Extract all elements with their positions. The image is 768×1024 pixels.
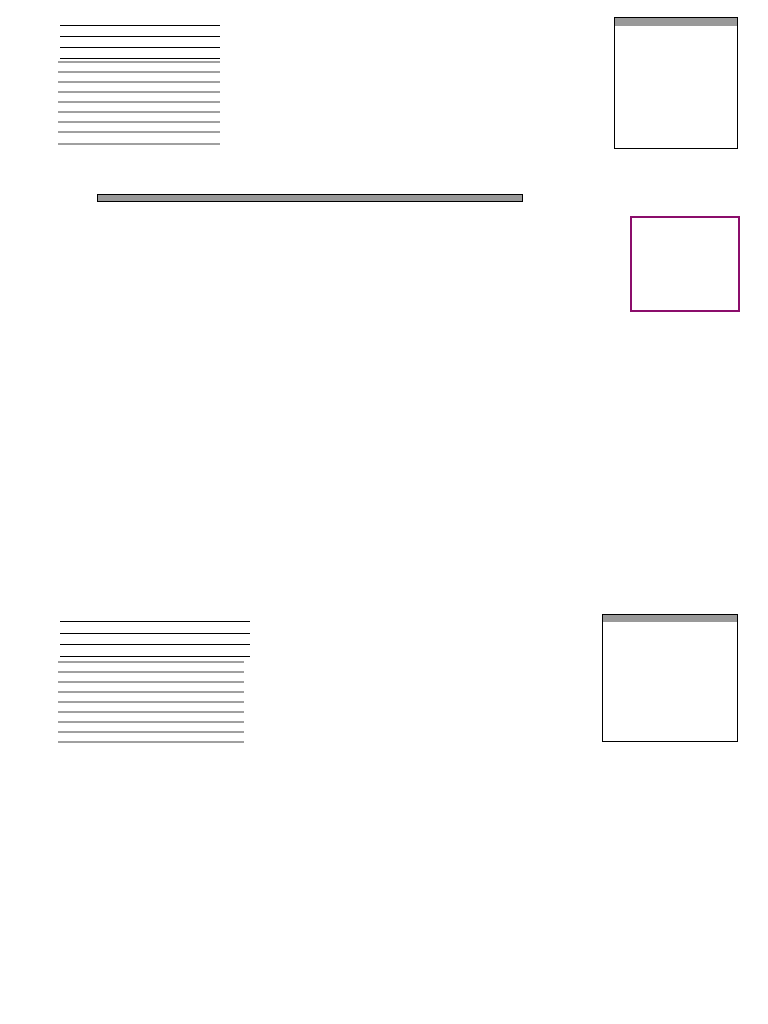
main-matrix-2 xyxy=(30,787,610,1024)
author-field-2[interactable] xyxy=(60,626,250,634)
notes-field-2[interactable] xyxy=(60,649,250,657)
legend-title-2 xyxy=(603,615,737,622)
correlation-roof xyxy=(218,18,526,196)
notes-field[interactable] xyxy=(60,51,220,59)
author-field[interactable] xyxy=(60,29,220,37)
competitive-chart xyxy=(638,322,742,402)
legend xyxy=(614,17,738,149)
title-field-2[interactable] xyxy=(60,614,250,622)
legend-2 xyxy=(602,614,738,742)
date-field-2[interactable] xyxy=(60,637,250,645)
title-field[interactable] xyxy=(60,18,220,26)
legend-title xyxy=(615,18,737,26)
notes-lines xyxy=(58,60,220,150)
date-field[interactable] xyxy=(60,40,220,48)
correlation-roof-2 xyxy=(298,612,604,792)
notes-lines-2 xyxy=(58,660,244,744)
competitive-legend xyxy=(630,216,740,312)
